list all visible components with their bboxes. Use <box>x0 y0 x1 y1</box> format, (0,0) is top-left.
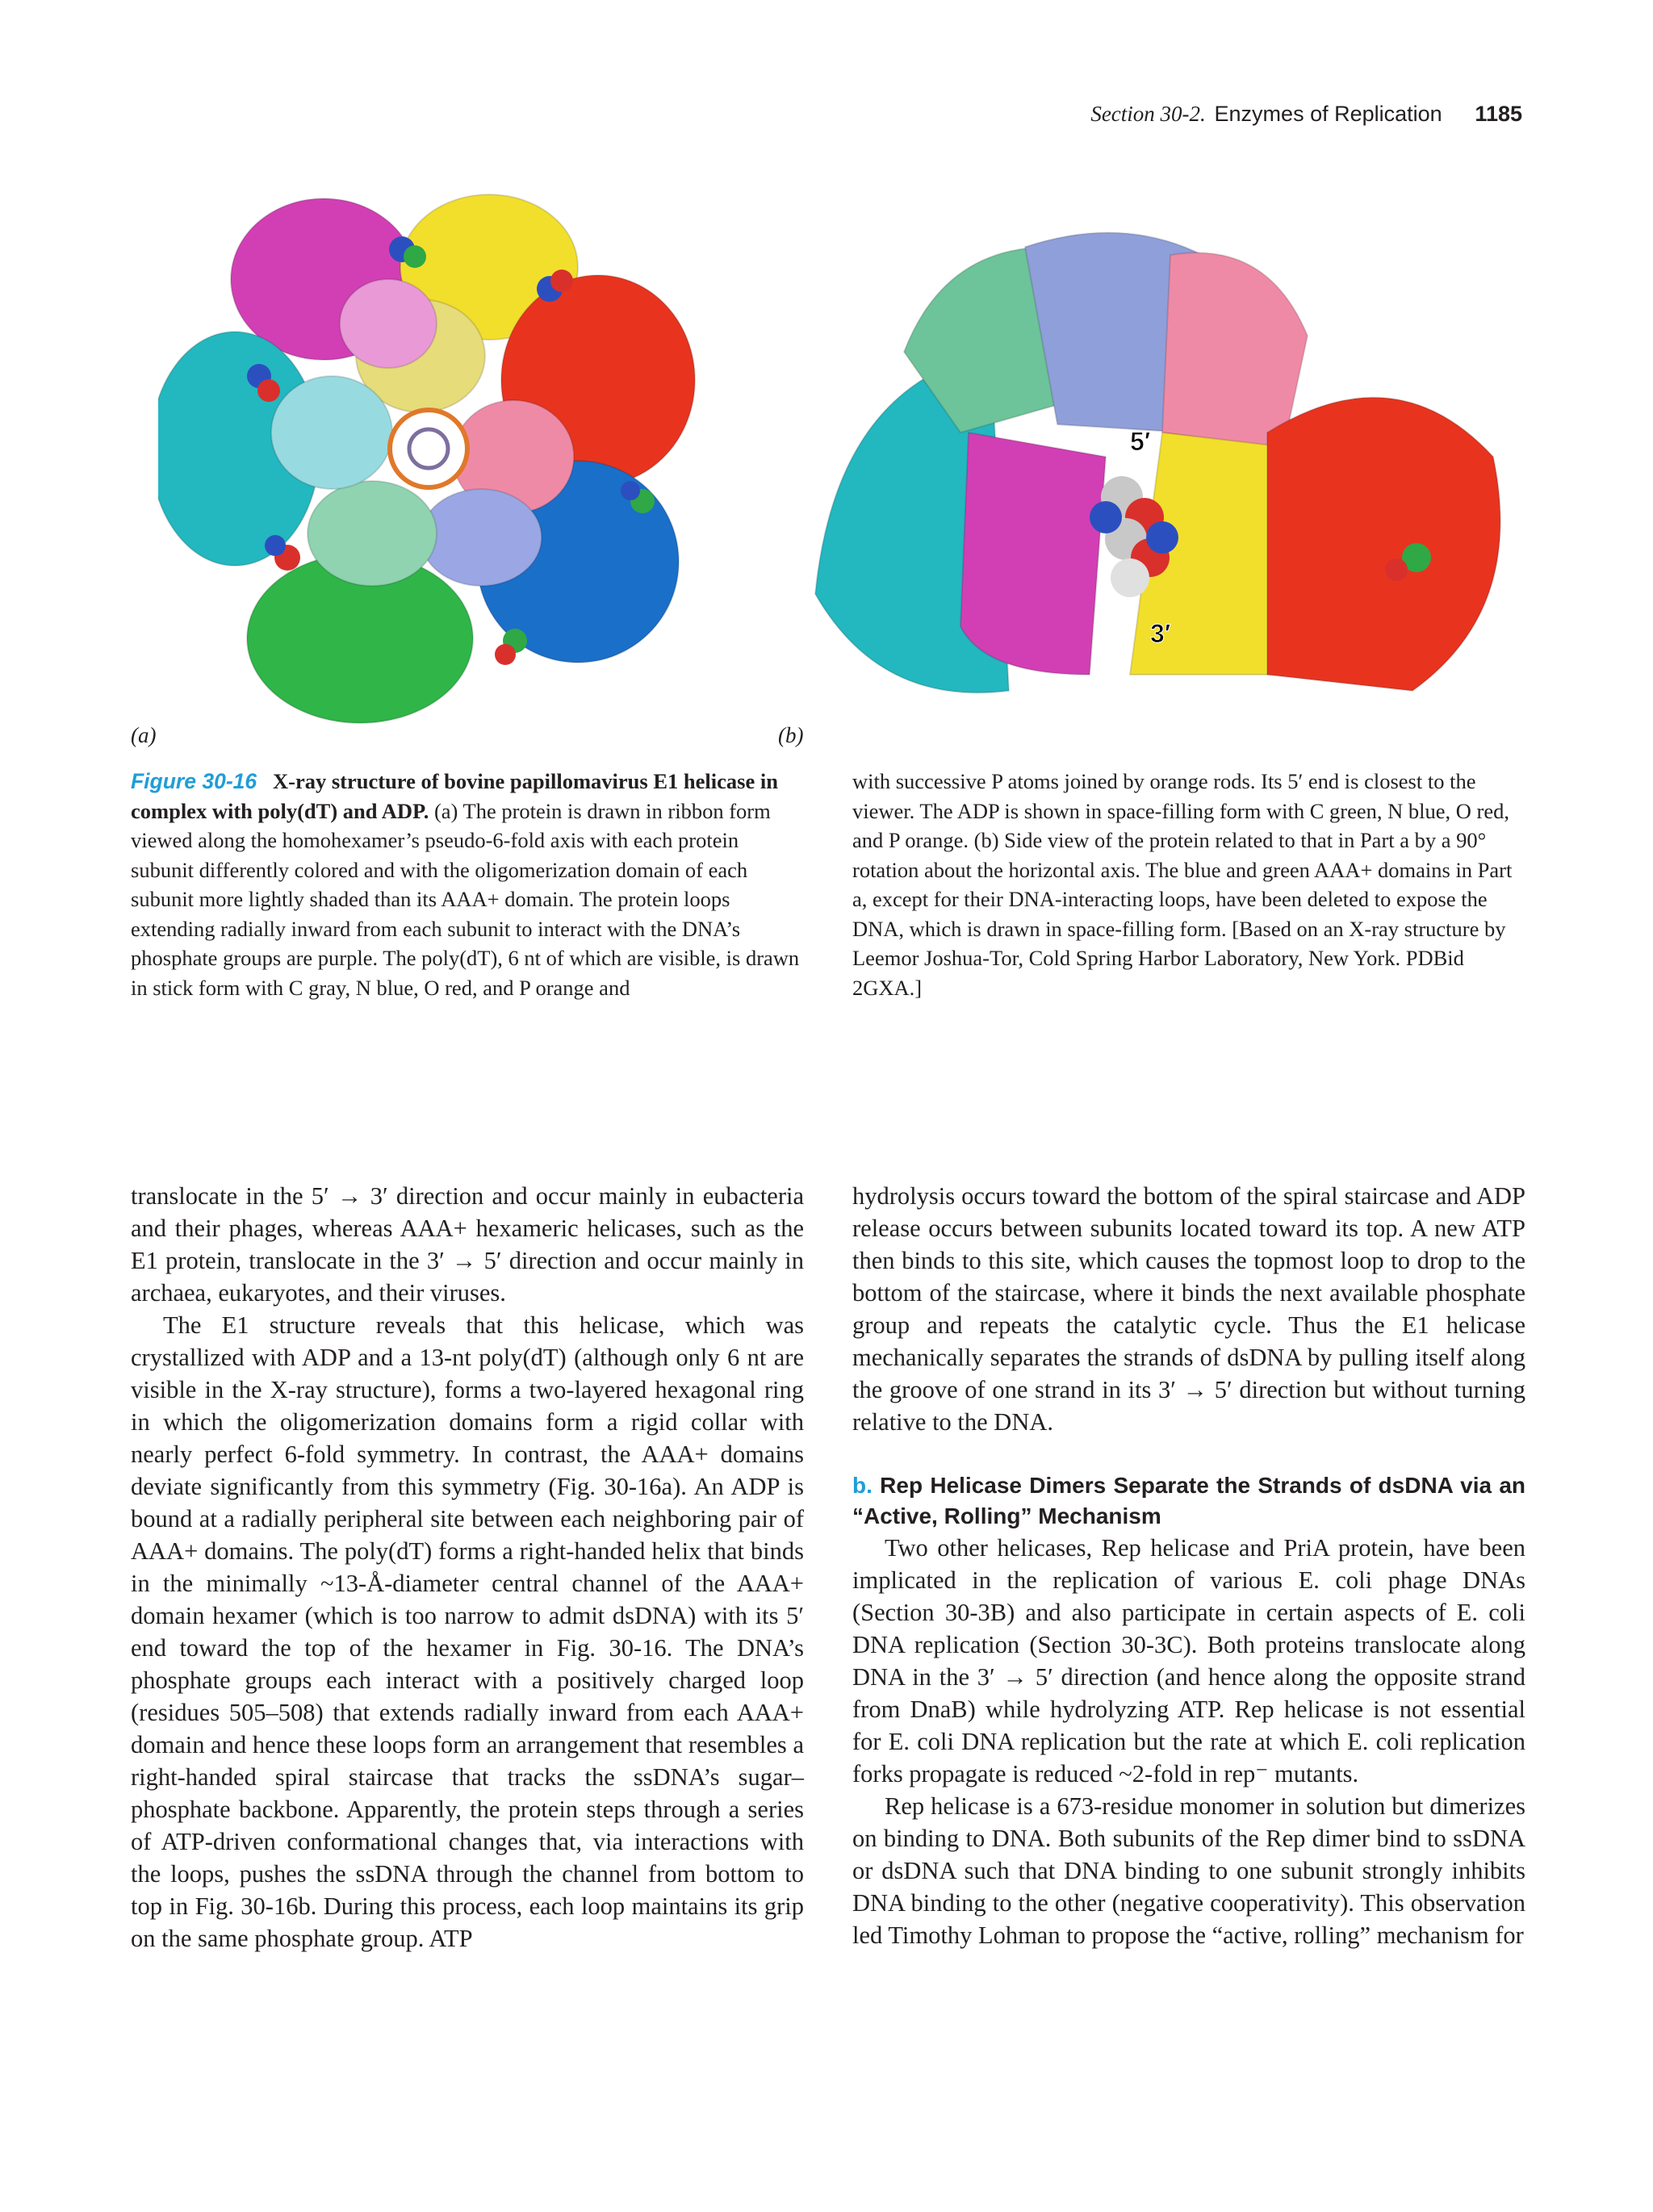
page-number: 1185 <box>1475 102 1522 126</box>
hexamer-top-view-illustration <box>158 190 812 739</box>
header-title: Enzymes of Replication <box>1214 102 1442 126</box>
caption-right-body: with successive P atoms joined by orange rods. Its 5′ end is closest to the viewer. The ADP is shown in space-filling form with C green, N blue, O red, and P orange. (b) Side view of the protein related to that in Part a by a 90° rotation about the horizontal axis. The blue and green AAA+ domains in Part a, except for their DNA-interacting loops, have been deleted to expose the DNA, which is drawn in space-filling form. [Based on an X-ray structure by Leemor Joshua-Tor, Cold Spring Harbor Laboratory, New York. PDBid 2GXA.] <box>852 769 1513 1000</box>
panel-a-label: (a) <box>131 723 157 747</box>
paragraph: Two other helicases, Rep helicase and PriA protein, have been implicated in the replication of various E. coli phage DNAs (Section 30-3B) and also participate in certain aspects of E. coli DNA replication (Section 30-3C). Both proteins translocate along DNA in the 3′ → 5′ direction (and hence along the opposite strand from DnaB) while hydrolyzing ATP. Rep helicase is not essential for E. coli DNA replication but the rate at which E. coli replication forks propagate is reduced ~2-fold in rep⁻ mutants. <box>852 1534 1525 1788</box>
paragraph: translocate in the 5′ → 3′ direction and occur mainly in eubacteria and their phages, whereas AAA+ hexameric helicases, such as the E1 protein, translocate in the 3′ → 5′ direction and occur mainly in archaea, eukaryotes, and their viruses. <box>131 1182 804 1307</box>
subheading-letter: b. <box>852 1473 873 1498</box>
body-column-right <box>852 1180 1525 1951</box>
caption-title: X-ray structure of bovine papillomavirus E1 helicase in complex with poly(dT) and ADP. <box>131 769 778 823</box>
body-column-left <box>131 1180 804 1955</box>
running-header <box>1090 102 1522 127</box>
label-3-prime: 3′ <box>1150 619 1171 648</box>
figure-panel-b-image <box>783 190 1534 739</box>
caption-left-body: (a) The protein is drawn in ribbon form viewed along the homohexamer’s pseudo-6-fold axis with each protein subunit differently colored and with the oligomerization domain of each subunit more lightly shaded than its AAA+ domain. The protein loops extending radially inward from each subunit to interact with the DNA’s phosphate groups are purple. The poly(dT), 6 nt of which are visible, is drawn in stick form with C gray, N blue, O red, and P orange and <box>131 798 800 1000</box>
figure-caption-left <box>131 767 806 1002</box>
paragraph: Rep helicase is a 673-residue monomer in solution but dimerizes on binding to DNA. Both subunits of the Rep dimer bind to ssDNA or dsDNA such that DNA binding to one subunit strongly inhibits DNA binding to the other (negative cooperativity). This observation led Timothy Lohman to propose the “active, rolling” mechanism for <box>852 1792 1525 1949</box>
panel-b-label: (b) <box>778 723 804 747</box>
paragraph: hydrolysis occurs toward the bottom of the spiral staircase and ADP release occurs between subunits located toward its top. A new ATP then binds to this site, which causes the topmost loop to drop to the bottom of the staircase, where it binds the next available phosphate group and repeats the catalytic cycle. Thus the E1 helicase mechanically separates the strands of dsDNA by pulling itself along the groove of one strand in its 3′ → 5′ direction but without turning relative to the DNA. <box>852 1182 1525 1436</box>
header-section: Section 30-2. <box>1090 102 1206 126</box>
figure-label: Figure 30-16 <box>131 769 257 793</box>
section-subheading <box>852 1470 1525 1532</box>
label-5-prime: 5′ <box>1130 427 1151 456</box>
figure-caption-right <box>852 767 1527 1002</box>
subheading-text: Rep Helicase Dimers Separate the Strands of dsDNA via an “Active, Rolling” Mechanism <box>852 1473 1525 1528</box>
paragraph: The E1 structure reveals that this helicase, which was crystallized with ADP and a 13-nt poly(dT) (although only 6 nt are visible in the X-ray structure), forms a two-layered hexagonal ring in which the oligomerization domains form a rigid collar with nearly perfect 6-fold symmetry. In contrast, the AAA+ domains deviate significantly from this symmetry (Fig. 30-16a). An ADP is bound at a radially peripheral site between each neighboring pair of AAA+ domains. The poly(dT) forms a right-handed helix that binds in the minimally ~13-Å-diameter central channel of the AAA+ domain hexamer (which is too narrow to admit dsDNA) with its 5′ end toward the top of the hexamer in Fig. 30-16. The DNA’s phosphate groups each interact with a positively charged loop (residues 505–508) that extends radially inward from each AAA+ domain and hence these loops form an arrangement that resembles a right-handed spiral staircase that tracks the ssDNA’s sugar–phosphate backbone. Apparently, the protein steps through a series of ATP-driven conformational changes that, via interactions with the loops, pushes the ssDNA through the channel from bottom to top in Fig. 30-16b. During this process, each loop maintains its grip on the same phosphate group. ATP <box>131 1311 804 1952</box>
figure-panel-a-image <box>158 190 812 739</box>
hexamer-side-view-illustration <box>783 190 1534 739</box>
